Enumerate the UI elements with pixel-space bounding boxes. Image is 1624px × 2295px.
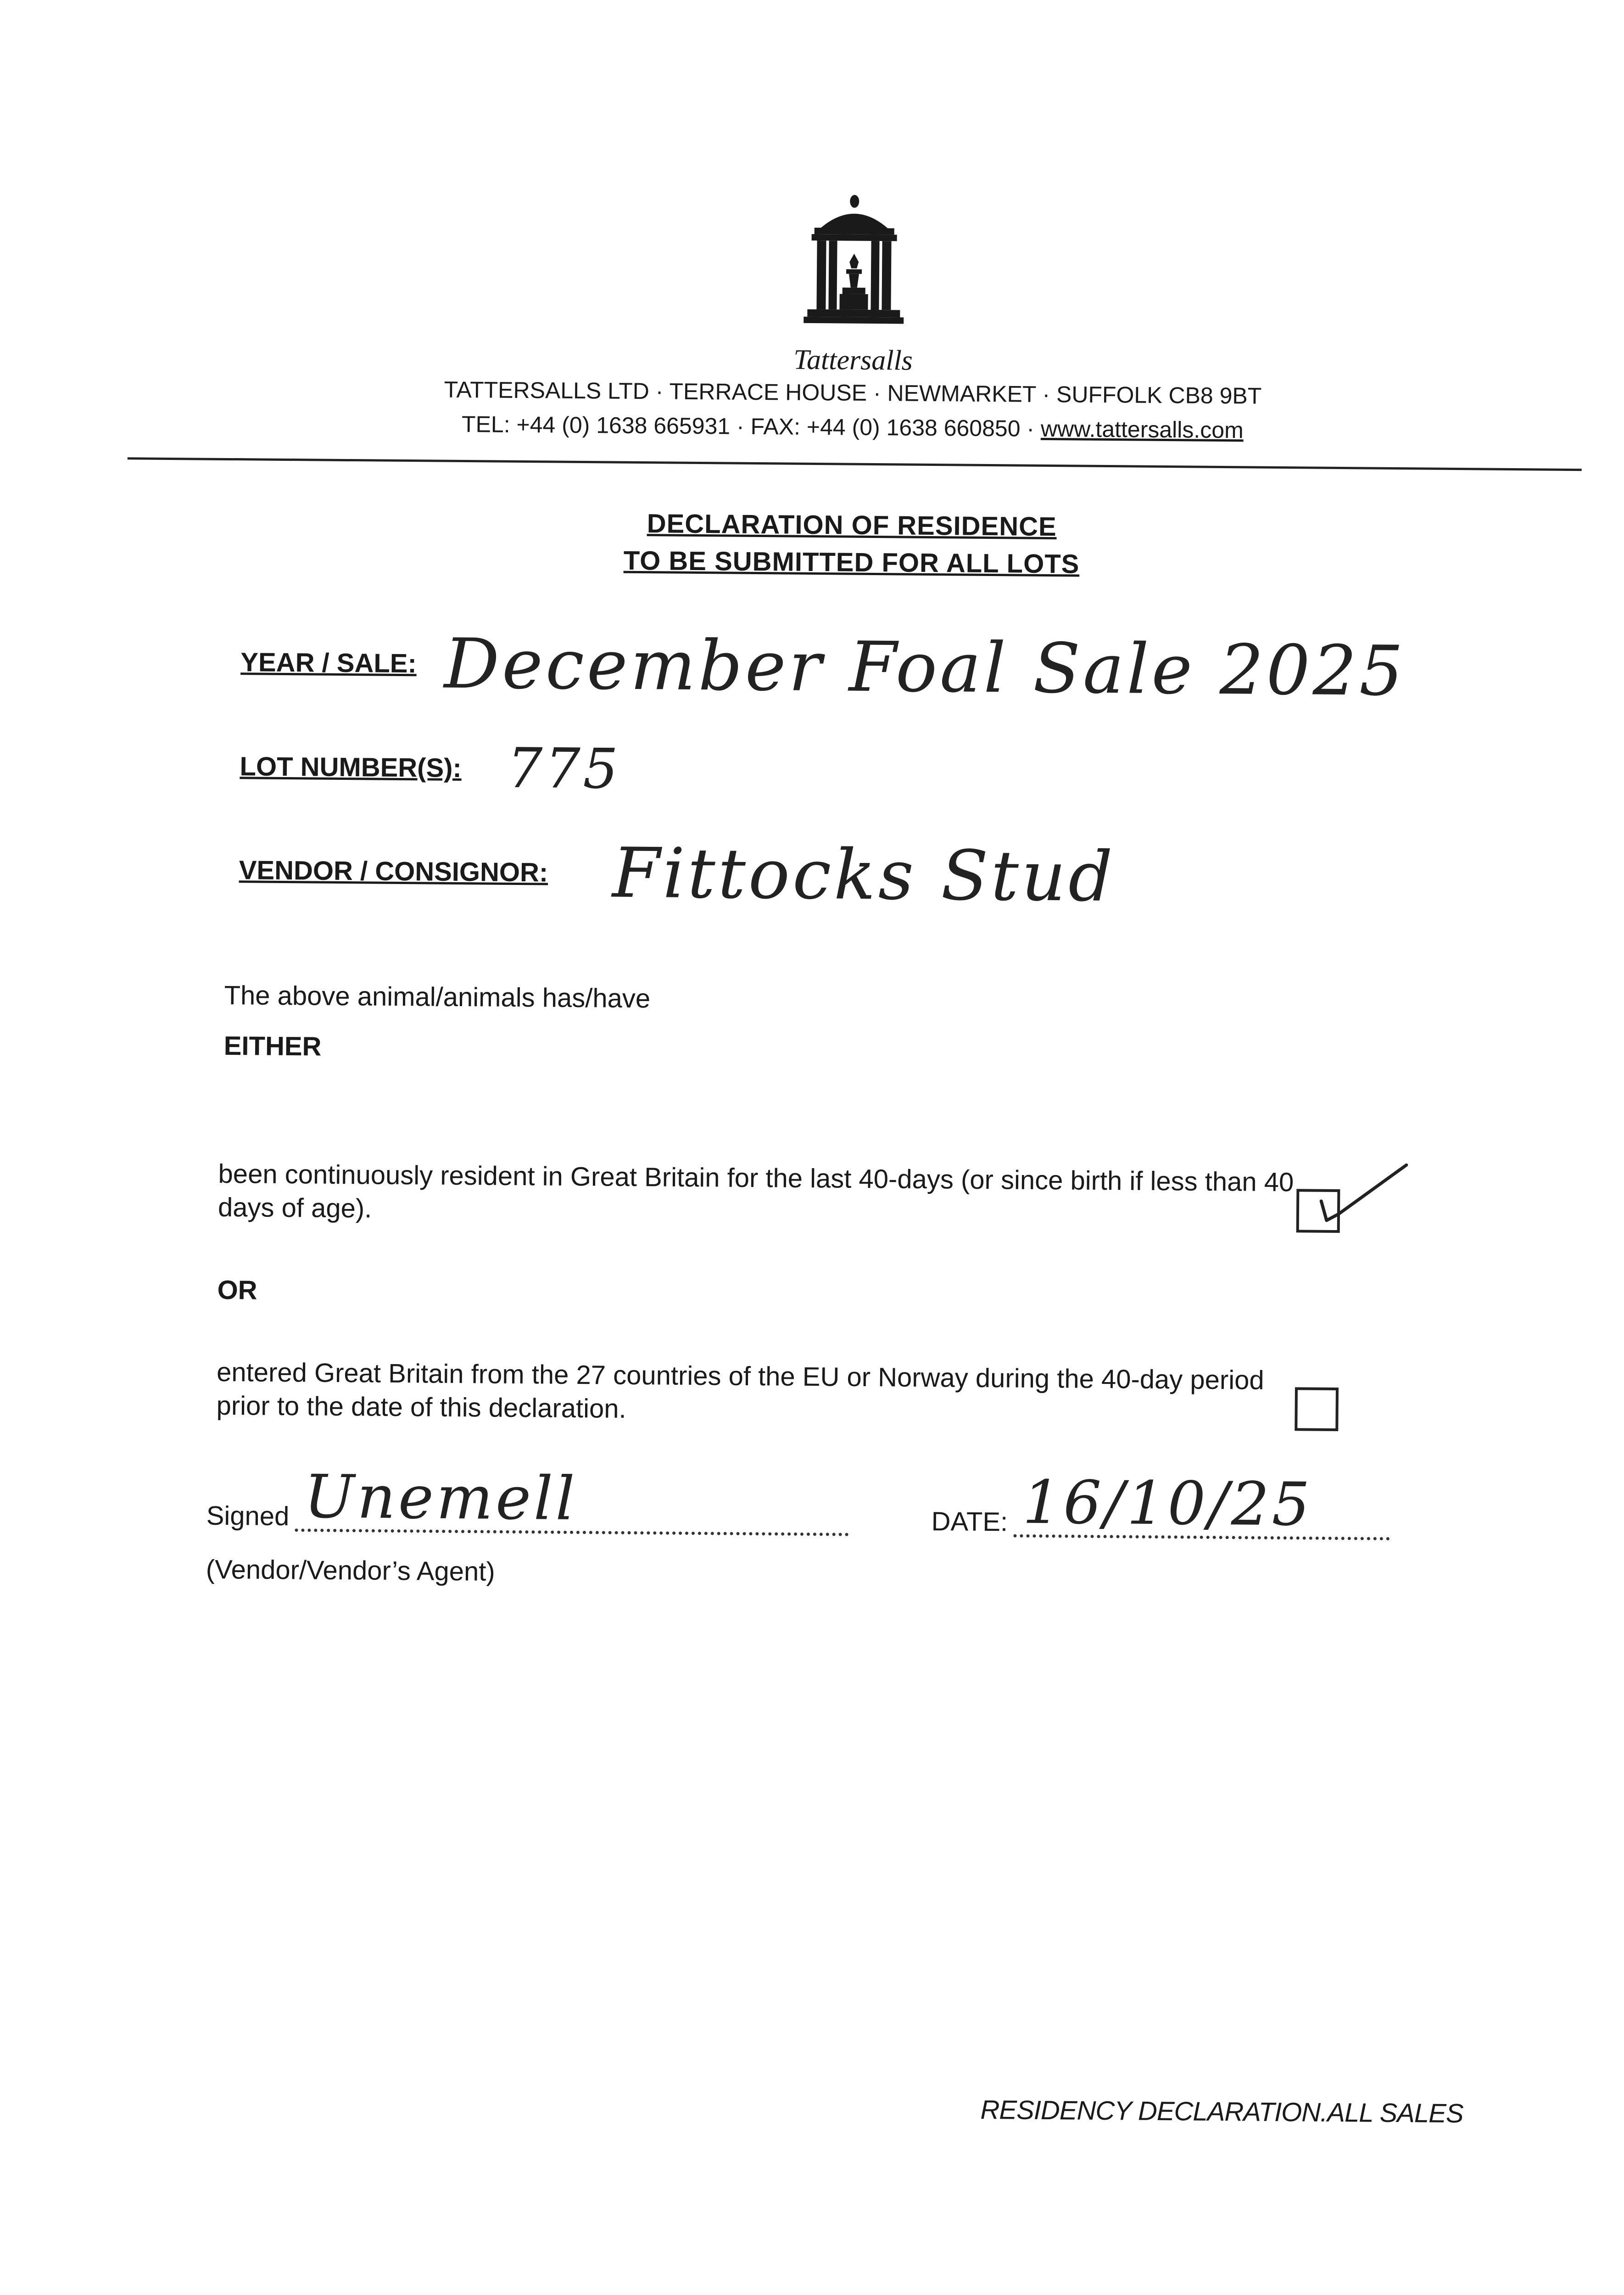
option-entered-text: entered Great Britain from the 27 countries of the EU or Norway during the 40-day period prior to the date of this declaration.	[216, 1357, 1264, 1424]
company-name: Tattersalls	[793, 344, 913, 376]
date-label: DATE:	[931, 1506, 1008, 1537]
lot-number-value[interactable]: 775	[507, 736, 621, 801]
letterhead	[215, 188, 1492, 450]
year-sale-label: YEAR / SALE:	[240, 647, 417, 679]
date-field	[931, 1467, 1481, 1541]
vendor-row	[239, 830, 1487, 920]
option-resident-checkbox[interactable]	[1296, 1189, 1340, 1233]
or-label: OR	[217, 1275, 257, 1305]
date-value: 16/10/25	[1022, 1467, 1313, 1539]
tattersalls-rotunda-logo-icon	[800, 193, 907, 345]
date-line[interactable]	[1013, 1467, 1390, 1540]
form-title-line-1: DECLARATION OF RESIDENCE	[647, 509, 1057, 542]
option-resident	[218, 1158, 1484, 1234]
form-title-line-2: TO BE SUBMITTED FOR ALL LOTS	[623, 546, 1080, 579]
either-label: EITHER	[223, 1031, 322, 1062]
vendor-label: VENDOR / CONSIGNOR:	[239, 855, 548, 888]
intro-text: The above animal/animals has/have	[224, 980, 651, 1013]
year-sale-row	[240, 622, 1489, 712]
option-entered	[216, 1356, 1483, 1433]
option-entered-checkbox[interactable]	[1295, 1387, 1339, 1431]
vendor-value[interactable]: Fittocks Stud	[612, 833, 1116, 917]
contact-phone-fax: TEL: +44 (0) 1638 665931 · FAX: +44 (0) 1638 660850 ·	[461, 411, 1041, 442]
header-divider	[128, 457, 1582, 471]
lot-number-row	[240, 734, 1488, 808]
handwritten-tick-icon	[1303, 1159, 1413, 1238]
signature-row	[206, 1461, 1481, 1541]
signature-value: Unemell	[304, 1461, 578, 1534]
signature-line[interactable]	[295, 1461, 848, 1536]
form-title	[214, 502, 1490, 586]
signatory-role: (Vendor/Vendor’s Agent)	[206, 1554, 495, 1587]
footer-reference: RESIDENCY DECLARATION.ALL SALES	[980, 2094, 1463, 2129]
company-address: TATTERSALLS LTD · TERRACE HOUSE · NEWMARKET · SUFFOLK CB8 9BT	[444, 376, 1262, 409]
signature-field	[206, 1461, 848, 1536]
option-resident-text: been continuously resident in Great Britain for the last 40-days (or since birth if less than 40 days of age).	[218, 1159, 1294, 1224]
year-sale-value[interactable]: December Foal Sale 2025	[444, 624, 1406, 711]
website-link[interactable]: www.tattersalls.com	[1040, 416, 1244, 443]
signature-label: Signed	[206, 1500, 290, 1532]
lot-number-label: LOT NUMBER(S):	[240, 751, 462, 783]
